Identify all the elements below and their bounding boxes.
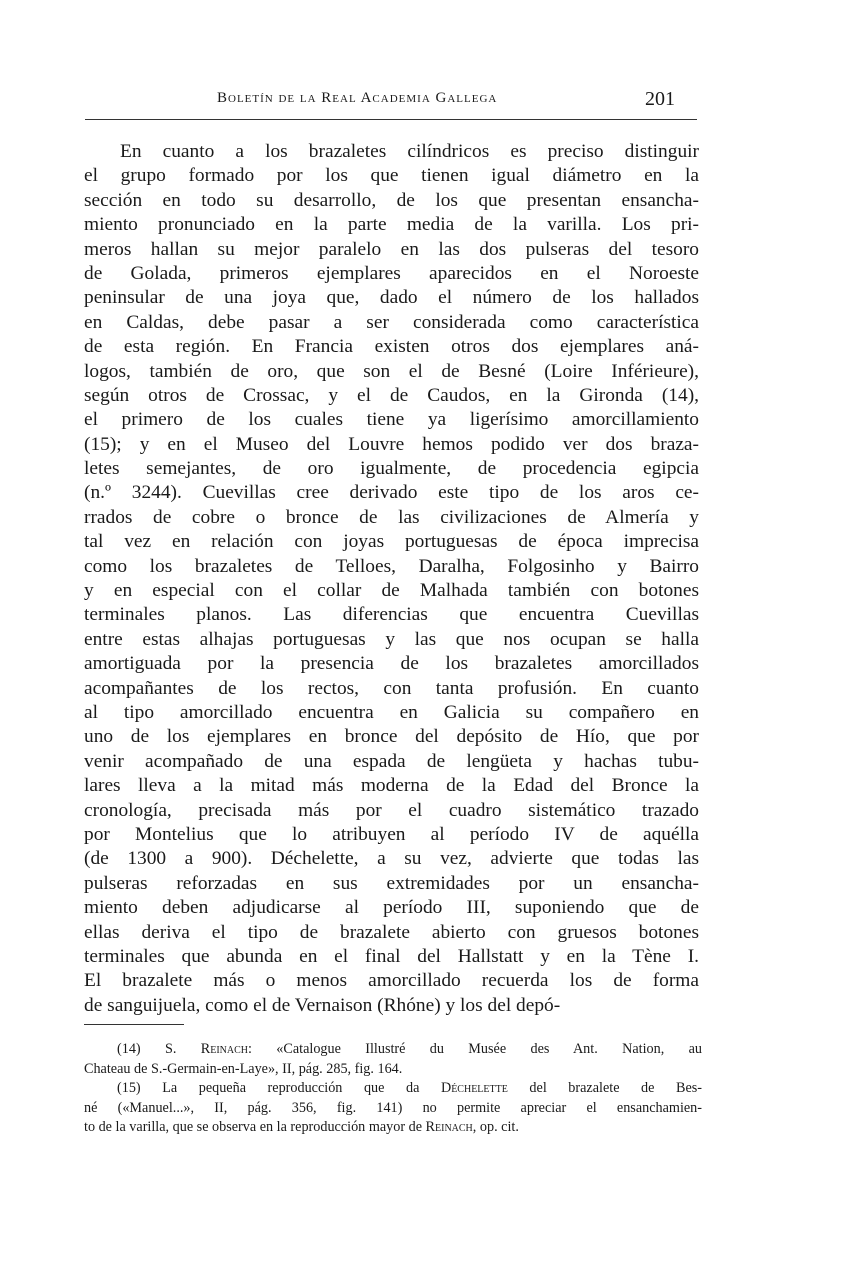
footnote-14-line: Chateau de S.-Germain-en-Laye», II, pág. 285, fig. 164. (84, 1060, 403, 1077)
text-line: amortiguada por la presencia de los brazaletes amorcillados (84, 653, 699, 675)
footnote-15-line: (15) La pequeña reproducción que da Déchelette del brazalete de Bes- (117, 1080, 703, 1096)
text-line: En cuanto a los brazaletes cilíndricos es preciso distinguir (120, 141, 699, 162)
text-line: por Montelius que lo atribuyen al período IV de aquélla (84, 823, 699, 845)
page-header (85, 88, 697, 118)
text-line: terminales planos. Las diferencias que encuentra Cuevillas (84, 604, 699, 626)
page-number: 201 (645, 88, 675, 110)
text-line: y en especial con el collar de Malhada también con botones (84, 580, 699, 602)
text-line: de esta región. En Francia existen otros dos ejemplares aná- (84, 336, 699, 358)
text-line: meros hallan su mejor paralelo en las dos pulseras del tesoro (84, 238, 699, 260)
text-line: según otros de Crossac, y el de Caudos, en la Gironda (14), (84, 384, 699, 406)
running-head: Boletín de la Real Academia Gallega (217, 90, 498, 106)
header-rule (85, 119, 697, 120)
text-line: rrados de cobre o bronce de las civilizaciones de Almería y (84, 506, 699, 528)
text-line: en Caldas, debe pasar a ser considerada como característica (84, 311, 699, 333)
text-line: logos, también de oro, que son el de Besné (Loire Inférieure), (84, 360, 699, 382)
text-line: de sanguijuela, como el de Vernaison (Rhóne) y los del depó- (84, 994, 561, 1016)
text-line: terminales que abunda en el final del Hallstatt y en la Tène I. (84, 945, 699, 967)
text-line: miento pronunciado en la parte media de la varilla. Los pri- (84, 214, 699, 236)
text-line: lares lleva a la mitad más moderna de la Edad del Bronce la (84, 775, 699, 797)
text-line: cronología, precisada más por el cuadro sistemático trazado (84, 799, 699, 821)
footnote-marker: (15) (117, 1080, 141, 1096)
text-line: de Golada, primeros ejemplares aparecidos en el Noroeste (84, 262, 699, 284)
text-line: acompañantes de los rectos, con tanta profusión. En cuanto (84, 677, 699, 699)
footnote-14-line: (14) S. Reinach: «Catalogue Illustré du Musée des Ant. Nation, au (117, 1041, 703, 1057)
footnote-marker: (14) (117, 1041, 141, 1057)
text-line: uno de los ejemplares en bronce del depósito de Hío, que por (84, 726, 699, 748)
footnote-rule (84, 1024, 184, 1025)
text-line: el grupo formado por los que tienen igual diámetro en la (84, 165, 699, 187)
author-name: Reinach (200, 1041, 249, 1057)
text-line: miento deben adjudicarse al período III, suponiendo que de (84, 897, 699, 919)
author-name: Reinach (425, 1119, 473, 1135)
text-line: peninsular de una joya que, dado el número de los hallados (84, 287, 699, 309)
author-name: Déchelette (440, 1080, 508, 1096)
body-text (84, 140, 699, 1018)
text-line: al tipo amorcillado encuentra en Galicia su compañero en (84, 701, 699, 723)
text-line: venir acompañado de una espada de lengüeta y hachas tubu- (84, 750, 699, 772)
footnote-15-line: to de la varilla, que se observa en la reproducción mayor de Reinach, op. cit. (84, 1119, 519, 1135)
text-line: entre estas alhajas portuguesas y las que nos ocupan se halla (84, 628, 699, 650)
text-line: el primero de los cuales tiene ya ligerísimo amorcillamiento (84, 409, 699, 431)
text-line: (15); y en el Museo del Louvre hemos podido ver dos braza- (84, 433, 699, 455)
text-line: El brazalete más o menos amorcillado recuerda los de forma (84, 970, 699, 992)
text-line: sección en todo su desarrollo, de los que presentan ensancha- (84, 189, 699, 211)
footnotes (84, 1040, 702, 1138)
text-line: pulseras reforzadas en sus extremidades por un ensancha- (84, 872, 699, 894)
text-line: como los brazaletes de Telloes, Daralha, Folgosinho y Bairro (84, 555, 699, 577)
text-line: ellas deriva el tipo de brazalete abierto con gruesos botones (84, 921, 699, 943)
text-line: (n.º 3244). Cuevillas cree derivado este tipo de los aros ce- (84, 482, 699, 504)
text-line: tal vez en relación con joyas portuguesas de época imprecisa (84, 531, 699, 553)
text-line: (de 1300 a 900). Déchelette, a su vez, advierte que todas las (84, 848, 699, 870)
footnote-15-line: né («Manuel...», II, pág. 356, fig. 141) no permite apreciar el ensanchamien- (84, 1099, 702, 1116)
text-line: letes semejantes, de oro igualmente, de procedencia egipcia (84, 458, 699, 480)
